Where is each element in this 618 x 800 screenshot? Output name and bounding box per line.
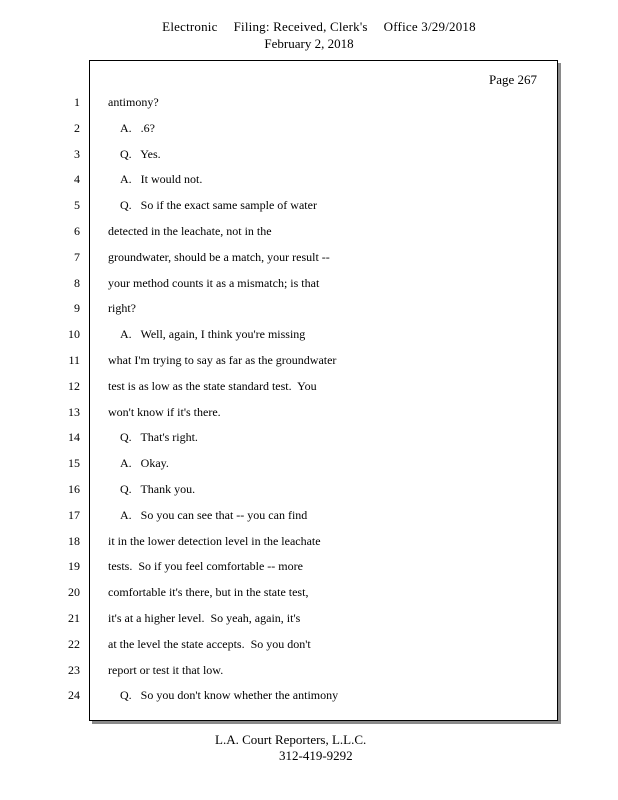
filing-stamp (10, 18, 618, 35)
line-number: 24 (68, 688, 80, 702)
transcript-line: detected in the leachate, not in the (108, 224, 272, 238)
transcript-line: test is as low as the state standard test. You (108, 379, 317, 393)
transcript-line: what I'm trying to say as far as the groundwater (108, 353, 337, 367)
line-number: 12 (68, 379, 80, 393)
line-number: 20 (68, 585, 80, 599)
line-number: 2 (74, 121, 80, 135)
transcript-line: A. Well, again, I think you're missing (120, 327, 306, 341)
hearing-date: February 2, 2018 (264, 36, 354, 51)
line-number: 6 (74, 224, 80, 238)
line-number: 8 (74, 276, 80, 290)
transcript-line: Q. That's right. (120, 430, 198, 444)
line-number: 13 (68, 405, 80, 419)
line-number: 1 (74, 95, 80, 109)
transcript-line: report or test it that low. (108, 663, 224, 677)
transcript-line: it in the lower detection level in the leachate (108, 534, 321, 548)
transcript-line: Q. Thank you. (120, 482, 196, 496)
filing-stamp-part: Electronic (162, 19, 218, 34)
transcript-line: right? (108, 301, 136, 315)
transcript-line: won't know if it's there. (108, 405, 221, 419)
transcript-line: A. .6? (120, 121, 155, 135)
line-number: 22 (68, 637, 80, 651)
line-number: 15 (68, 456, 80, 470)
filing-stamp-part: Office 3/29/2018 (383, 19, 476, 34)
line-number: 10 (68, 327, 80, 341)
transcript-line: antimony? (108, 95, 159, 109)
line-number: 16 (68, 482, 80, 496)
transcript-line: Q. So you don't know whether the antimony (120, 688, 339, 702)
transcript-line: it's at a higher level. So yeah, again, it's (108, 611, 301, 625)
transcript-line: Q. So if the exact same sample of water (120, 198, 317, 212)
line-number: 19 (68, 559, 80, 573)
transcript-line: groundwater, should be a match, your result -- (108, 250, 330, 264)
line-number: 14 (68, 430, 80, 444)
court-reporter-phone: 312-419-9292 (279, 748, 353, 763)
line-number: 21 (68, 611, 80, 625)
transcript-line: Q. Yes. (120, 147, 161, 161)
transcript-line: A. It would not. (120, 172, 203, 186)
transcript-line: at the level the state accepts. So you don't (108, 637, 311, 651)
court-reporter-name: L.A. Court Reporters, L.L.C. (215, 732, 367, 747)
document-header (0, 18, 618, 52)
transcript-line: A. So you can see that -- you can find (120, 508, 308, 522)
line-number: 18 (68, 534, 80, 548)
line-number: 11 (68, 353, 80, 367)
line-number: 4 (74, 172, 80, 186)
transcript-line: A. Okay. (120, 456, 169, 470)
line-number: 7 (74, 250, 80, 264)
page-number: Page 267 (488, 72, 537, 87)
line-number: 3 (74, 147, 80, 161)
transcript-line: your method counts it as a mismatch; is that (108, 276, 320, 290)
transcript-line: comfortable it's there, but in the state test, (108, 585, 309, 599)
line-number: 9 (74, 301, 80, 315)
filing-stamp-part: Filing: Received, Clerk's (233, 19, 368, 34)
line-number: 5 (74, 198, 80, 212)
transcript-line: tests. So if you feel comfortable -- more (108, 559, 303, 573)
line-number: 23 (68, 663, 80, 677)
line-number: 17 (68, 508, 80, 522)
